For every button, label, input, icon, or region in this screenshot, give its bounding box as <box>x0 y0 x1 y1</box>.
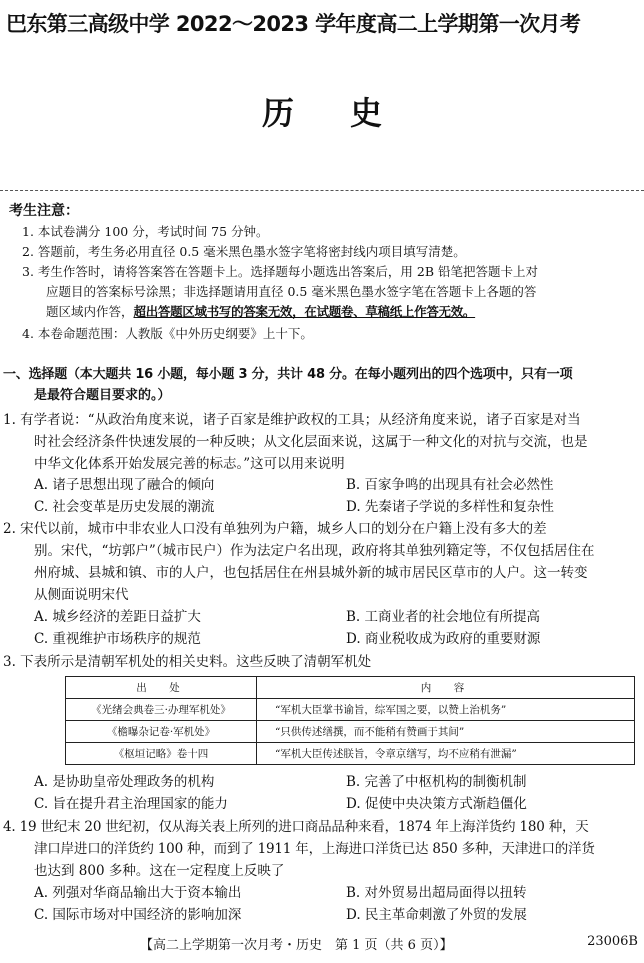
table-cell-content: “军机大臣掌书谕旨，综军国之要，以赞上治机务” <box>257 699 635 721</box>
table-cell-source: 《檐曝杂记卷·军机处》 <box>66 721 257 743</box>
notice-line: 2. 答题前，考生务必用直径 0.5 毫米黑色墨水签字笔将密封线内项目填写清楚。 <box>22 244 466 259</box>
notice-line <box>46 302 475 320</box>
subject-title: 历史 <box>261 94 438 132</box>
question-stem: 也达到 800 多种。这在一定程度上反映了 <box>34 863 285 879</box>
source-table <box>65 676 635 765</box>
exam-title: 巴东第三高级中学 2022～2023 学年度高二上学期第一次月考 <box>6 12 581 36</box>
question-stem: 时社会经济条件快速发展的一种反映；从文化层面来说，这属于一种文化的对抗与交流，也是 <box>34 434 588 450</box>
table-row <box>66 699 635 721</box>
dashed-divider <box>0 190 644 191</box>
option-c: C. 国际市场对中国经济的影响加深 <box>34 907 242 923</box>
question-stem: 中华文化体系开始发展完善的标志。”这可以用来说明 <box>34 456 345 472</box>
section-heading-cont: 是最符合题目要求的。） <box>34 388 171 403</box>
option-c: C. 社会变革是历史发展的潮流 <box>34 499 215 515</box>
table-header-cell: 内 容 <box>257 677 635 699</box>
notice-heading: 考生注意： <box>9 203 79 219</box>
table-cell-source: 《枢垣记略》卷十四 <box>66 743 257 765</box>
notice-line: 1. 本试卷满分 100 分，考试时间 75 分钟。 <box>22 224 269 239</box>
question-stem: 3. 下表所示是清朝军机处的相关史料。这些反映了清朝军机处 <box>3 654 372 670</box>
option-b: B. 工商业者的社会地位有所提高 <box>346 609 541 625</box>
option-d: D. 促使中央决策方式渐趋僵化 <box>346 796 527 812</box>
notice-emphasis: 超出答题区域书写的答案无效，在试题卷、草稿纸上作答无效。 <box>133 304 476 319</box>
option-d: D. 商业税收成为政府的重要财源 <box>346 631 541 647</box>
option-a: A. 是协助皇帝处理政务的机构 <box>34 774 215 790</box>
option-b: B. 完善了中枢机构的制衡机制 <box>346 774 527 790</box>
option-d: D. 民主革命刺激了外贸的发展 <box>346 907 527 923</box>
notice-line: 3. 考生作答时，请将答案答在答题卡上。选择题每小题选出答案后，用 2B 铅笔把答题卡上对 <box>22 264 538 279</box>
table-header-row <box>66 677 635 699</box>
option-c: C. 重视维护市场秩序的规范 <box>34 631 201 647</box>
page-footer: 【高二上学期第一次月考・历史 第 1 页（共 6 页）】 <box>140 938 453 953</box>
notice-line: 应题目的答案标号涂黑；非选择题请用直径 0.5 毫米黑色墨水签字笔在答题卡上各题的答 <box>46 284 537 299</box>
option-b: B. 对外贸易出超局面得以扭转 <box>346 885 527 901</box>
table-cell-content: “只供传述缮撰，而不能稍有赞画于其间” <box>257 721 635 743</box>
notice-line-text: 题区域内作答， <box>46 304 134 319</box>
question-stem: 州府城、县城和镇、市的人户，也包括居住在州县城外新的城市居民区草市的人户。这一转变 <box>34 565 588 581</box>
question-stem: 从侧面说明宋代 <box>34 587 129 603</box>
table-header-cell: 出 处 <box>66 677 257 699</box>
question-stem: 1. 有学者说：“从政治角度来说，诸子百家是维护政权的工具；从经济角度来说，诸子百家是对当 <box>3 412 581 428</box>
table-row <box>66 743 635 765</box>
paper-code: 23006B <box>587 934 638 949</box>
option-d: D. 先秦诸子学说的多样性和复杂性 <box>346 499 554 515</box>
table-cell-source: 《光绪会典卷三·办理军机处》 <box>66 699 257 721</box>
table-cell-content: “军机大臣传述朕旨，令章京缮写，均不应稍有泄漏” <box>257 743 635 765</box>
option-b: B. 百家争鸣的出现具有社会必然性 <box>346 477 554 493</box>
option-c: C. 旨在提升君主治理国家的能力 <box>34 796 228 812</box>
section-heading: 一、选择题（本大题共 16 小题，每小题 3 分，共计 48 分。在每小题列出的四个选项中，只有一项 <box>3 367 573 382</box>
question-stem: 别。宋代，“坊郭户”（城市民户）作为法定户名出现，政府将其单独列籍定等，不仅包括居住在 <box>34 543 595 559</box>
notice-line: 4. 本卷命题范围：人教版《中外历史纲要》上十下。 <box>22 326 313 341</box>
question-stem: 2. 宋代以前，城市中非农业人口没有单独列为户籍，城乡人口的划分在户籍上没有多大的差 <box>3 521 547 537</box>
table-row <box>66 721 635 743</box>
option-a: A. 城乡经济的差距日益扩大 <box>34 609 201 625</box>
option-a: A. 列强对华商品输出大于资本输出 <box>34 885 242 901</box>
question-stem: 4. 19 世纪末 20 世纪初，仅从海关表上所列的进口商品品种来看，1874 年上海洋货约 180 种，天 <box>3 819 589 835</box>
question-stem: 津口岸进口的洋货约 100 种，而到了 1911 年，上海进口洋货已达 850 多种，天津进口的洋货 <box>34 841 595 857</box>
option-a: A. 诸子思想出现了融合的倾向 <box>34 477 215 493</box>
